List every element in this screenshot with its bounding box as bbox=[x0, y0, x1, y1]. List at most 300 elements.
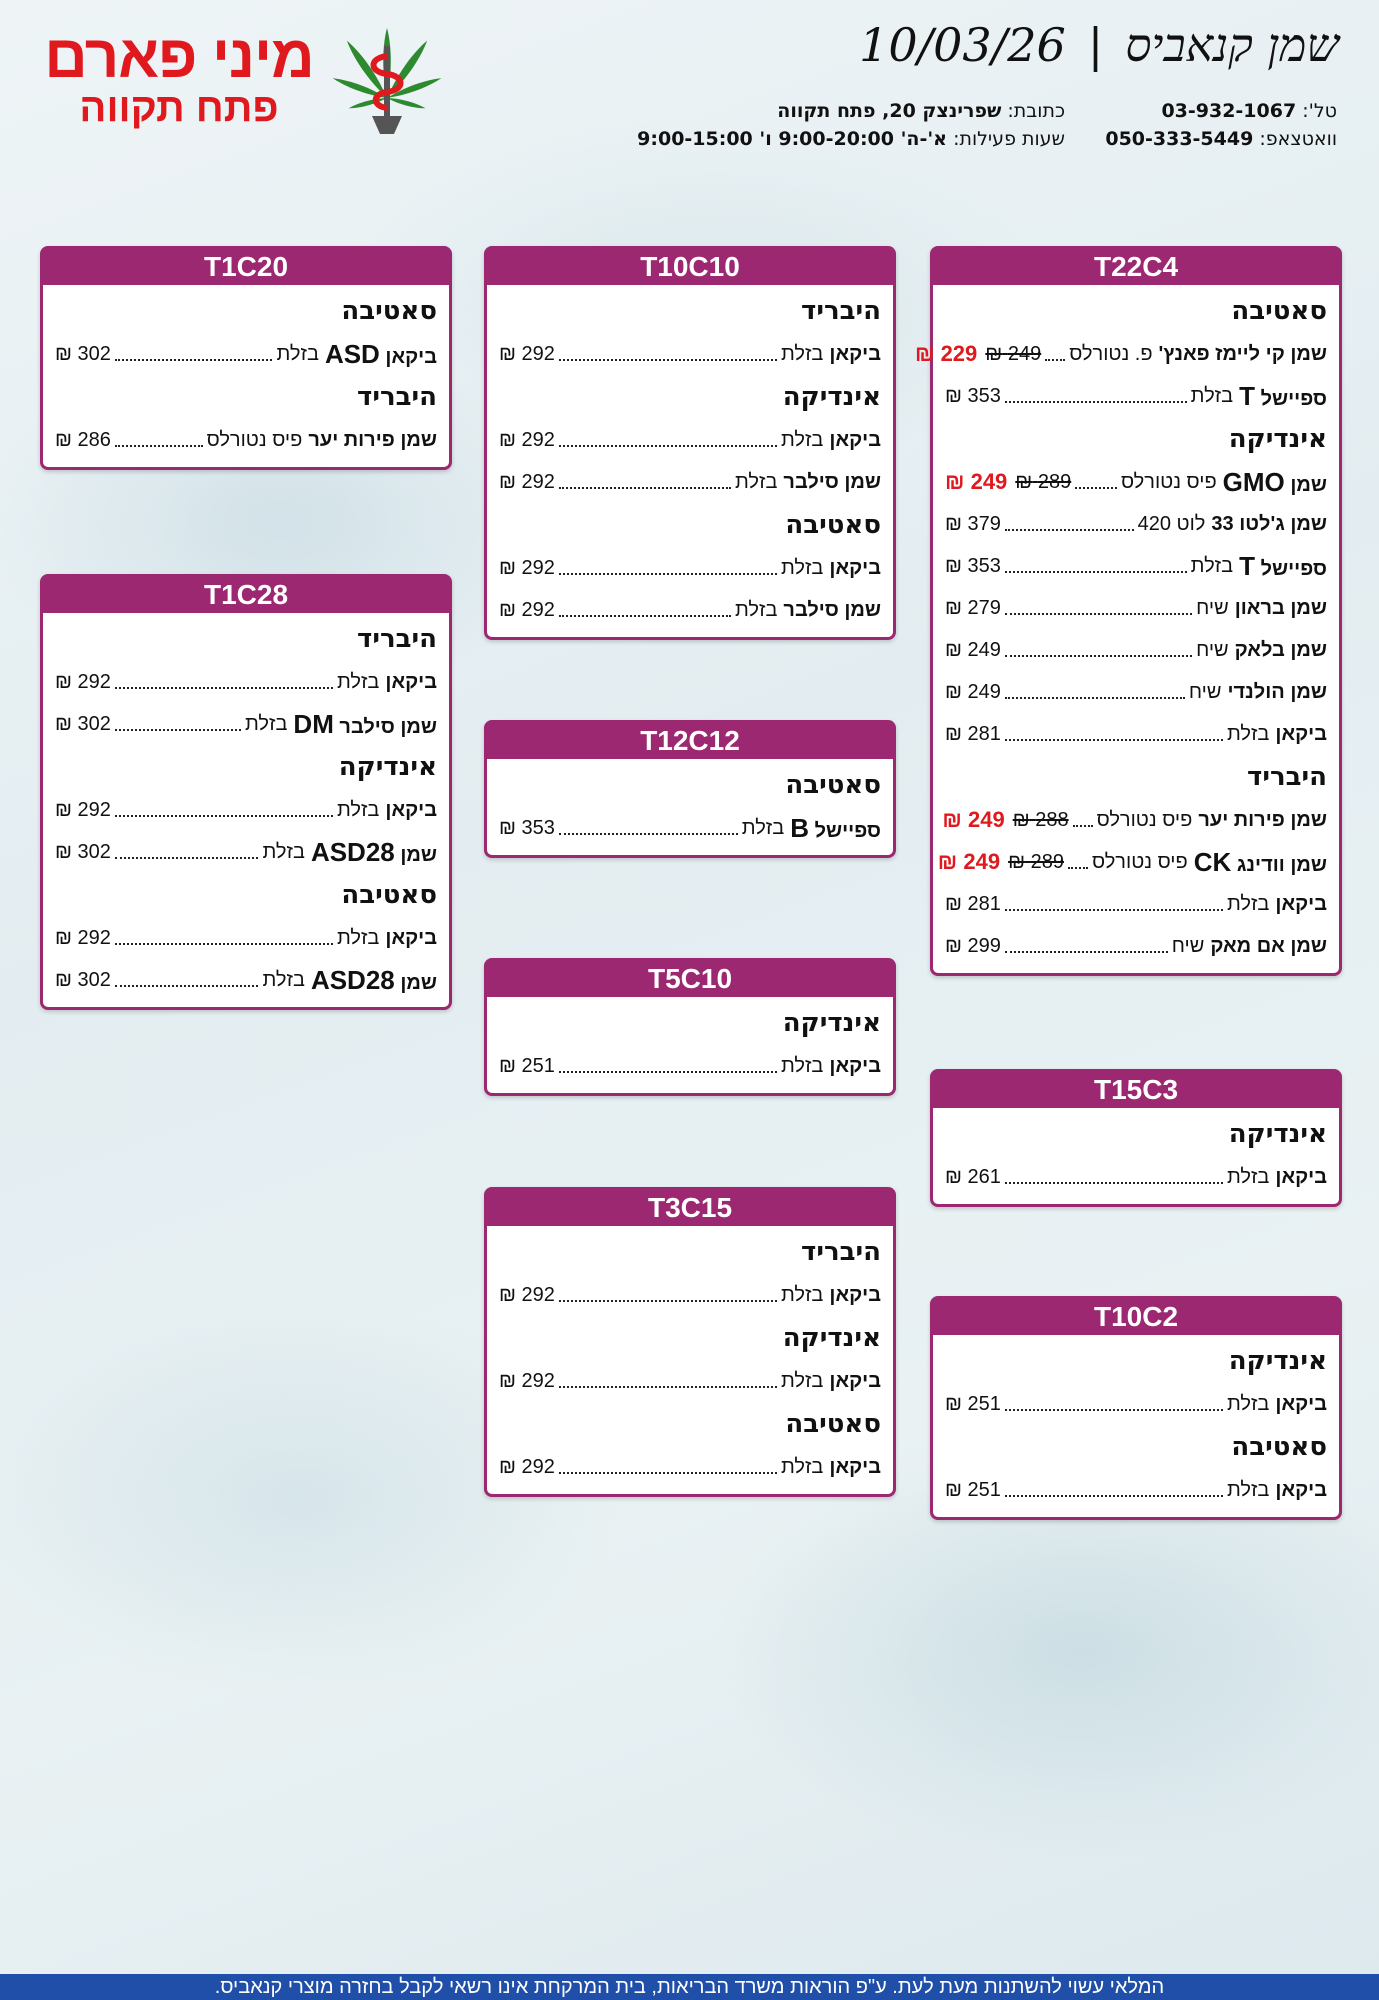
currency-symbol: ₪ bbox=[945, 638, 962, 661]
dot-leader bbox=[115, 943, 333, 945]
price-value: 302 bbox=[77, 342, 111, 365]
old-price-value: 289 bbox=[1030, 850, 1064, 873]
category-heading: אינדיקה bbox=[1228, 1346, 1327, 1376]
currency-symbol: ₪ bbox=[499, 1283, 516, 1306]
product-row bbox=[55, 661, 437, 703]
product-row bbox=[499, 333, 881, 375]
card-header: T15C3 bbox=[933, 1072, 1339, 1108]
sale-price-value: 229 bbox=[940, 341, 978, 366]
product-producer: בזלת bbox=[1226, 722, 1270, 745]
price-value: 261 bbox=[967, 1165, 1001, 1188]
product-row bbox=[499, 461, 881, 503]
price-value: 292 bbox=[521, 1455, 555, 1478]
old-price bbox=[1013, 809, 1069, 832]
dot-leader bbox=[1005, 529, 1134, 531]
price-value: 299 bbox=[967, 934, 1001, 957]
dot-leader bbox=[1005, 951, 1168, 953]
dot-leader bbox=[559, 1472, 777, 1474]
product-name-text: ביקאן bbox=[385, 345, 437, 368]
category-heading: סאטיבה bbox=[341, 880, 437, 910]
currency-symbol: ₪ bbox=[499, 556, 516, 579]
card-body bbox=[43, 613, 449, 1007]
dot-leader bbox=[559, 833, 738, 835]
product-name-text: ביקאן bbox=[1275, 1165, 1327, 1188]
product-row bbox=[55, 917, 437, 959]
dot-leader bbox=[115, 687, 333, 689]
product-producer: בזלת bbox=[276, 342, 319, 365]
currency-symbol: ₪ bbox=[55, 428, 72, 451]
card-t10c10 bbox=[484, 246, 896, 640]
price bbox=[499, 1284, 555, 1307]
footer-disclaimer: המלאי עשוי להשתנות מעת לעת. ע"פ הוראות משרד הבריאות, בית המרקחת אינו רשאי לקבל בחזרה מוצרי קנאביס. bbox=[0, 1974, 1379, 2000]
hours-line bbox=[637, 126, 1065, 153]
category-heading: סאטיבה bbox=[785, 510, 881, 540]
category-heading: היבריד bbox=[801, 296, 881, 326]
product-name-text: ביקאן bbox=[829, 428, 881, 451]
card-body bbox=[43, 285, 449, 467]
product-row bbox=[499, 547, 881, 589]
product-name-text: ביקאן bbox=[1275, 892, 1327, 915]
price-value: 292 bbox=[521, 342, 555, 365]
price bbox=[945, 723, 1001, 746]
price bbox=[55, 799, 111, 822]
price bbox=[55, 969, 111, 992]
logo-sub-text: פתח תקווה bbox=[79, 86, 279, 130]
product-code: ASD28 bbox=[310, 964, 395, 995]
product-name-text: ביקאן bbox=[1275, 1392, 1327, 1415]
card-header: T10C10 bbox=[487, 249, 893, 285]
product-code: T bbox=[1239, 550, 1256, 581]
card-header: T1C28 bbox=[43, 577, 449, 613]
price bbox=[55, 713, 111, 736]
product-code: DM bbox=[293, 708, 334, 739]
product-producer: שיח bbox=[1196, 638, 1229, 661]
product-row bbox=[499, 1446, 881, 1488]
old-price-value: 288 bbox=[1035, 808, 1069, 831]
product-name-text: שמן סילבר bbox=[783, 598, 881, 621]
category-heading: היבריד bbox=[801, 1237, 881, 1267]
price bbox=[945, 1166, 1001, 1189]
product-producer: פיס נטורלס bbox=[1096, 808, 1193, 831]
product-name bbox=[783, 471, 881, 494]
product-row bbox=[945, 713, 1327, 755]
currency-symbol: ₪ bbox=[55, 798, 72, 821]
product-name bbox=[385, 927, 437, 950]
product-name bbox=[1275, 1393, 1327, 1416]
product-producer: בזלת bbox=[1226, 1478, 1270, 1501]
product-row bbox=[945, 503, 1327, 545]
product-name-text: ביקאן bbox=[1275, 722, 1327, 745]
product-row bbox=[55, 333, 437, 375]
price bbox=[945, 513, 1001, 536]
product-name-text: שמן בראון bbox=[1234, 596, 1327, 619]
product-row bbox=[945, 461, 1327, 503]
cannabis-leaf-icon bbox=[324, 26, 450, 136]
sale-price bbox=[945, 469, 1007, 495]
price bbox=[945, 681, 1001, 704]
page-title bbox=[859, 18, 1339, 72]
product-row bbox=[945, 1469, 1327, 1511]
dot-leader bbox=[1005, 655, 1192, 657]
currency-symbol: ₪ bbox=[945, 469, 965, 494]
card-t5c10 bbox=[484, 958, 896, 1096]
dot-leader bbox=[559, 445, 777, 447]
product-name bbox=[1210, 935, 1327, 958]
product-name bbox=[1235, 639, 1327, 662]
currency-symbol: ₪ bbox=[942, 807, 962, 832]
currency-symbol: ₪ bbox=[55, 342, 72, 365]
currency-symbol: ₪ bbox=[945, 680, 962, 703]
card-header: T3C15 bbox=[487, 1190, 893, 1226]
price-value: 292 bbox=[521, 428, 555, 451]
currency-symbol: ₪ bbox=[945, 512, 962, 535]
sale-price bbox=[938, 849, 1000, 875]
product-name-text: שמן ג'לטו 33 bbox=[1211, 512, 1327, 535]
price bbox=[945, 639, 1001, 662]
product-producer: שיח bbox=[1196, 596, 1229, 619]
product-producer: בזלת bbox=[336, 670, 380, 693]
price bbox=[945, 597, 1001, 620]
category-heading: היבריד bbox=[357, 624, 437, 654]
dot-leader bbox=[559, 487, 731, 489]
product-name bbox=[385, 799, 437, 822]
price bbox=[945, 893, 1001, 916]
product-code: CK bbox=[1193, 846, 1232, 877]
product-producer: בזלת bbox=[262, 968, 305, 991]
category-heading: סאטיבה bbox=[341, 296, 437, 326]
currency-symbol: ₪ bbox=[985, 342, 1003, 365]
card-body bbox=[487, 997, 893, 1093]
price bbox=[499, 429, 555, 452]
currency-symbol: ₪ bbox=[499, 428, 516, 451]
price-value: 302 bbox=[77, 968, 111, 991]
product-name bbox=[1198, 809, 1327, 832]
price-value: 281 bbox=[967, 722, 1001, 745]
product-producer: שיח bbox=[1171, 934, 1205, 957]
dot-leader bbox=[115, 985, 259, 987]
product-name-text: ביקאן bbox=[385, 670, 437, 693]
product-name bbox=[1275, 893, 1327, 916]
category-heading: סאטיבה bbox=[1231, 296, 1327, 326]
price-value: 292 bbox=[77, 926, 111, 949]
product-row bbox=[55, 959, 437, 1001]
currency-symbol: ₪ bbox=[945, 892, 962, 915]
price-value: 281 bbox=[967, 892, 1001, 915]
card-t15c3 bbox=[930, 1069, 1342, 1207]
product-name bbox=[1239, 381, 1327, 412]
price-value: 292 bbox=[77, 670, 111, 693]
price bbox=[945, 1393, 1001, 1416]
product-row bbox=[945, 375, 1327, 417]
price-value: 353 bbox=[967, 384, 1001, 407]
product-name bbox=[1159, 343, 1327, 366]
price-value: 249 bbox=[967, 680, 1001, 703]
price-value: 251 bbox=[967, 1392, 1001, 1415]
dot-leader bbox=[559, 1071, 777, 1073]
product-name-text: שמן אם מאק bbox=[1210, 934, 1327, 957]
currency-symbol: ₪ bbox=[914, 341, 935, 366]
dot-leader bbox=[1005, 613, 1192, 615]
product-producer: בזלת bbox=[1226, 1392, 1270, 1415]
old-price bbox=[1015, 471, 1071, 494]
card-t1c28 bbox=[40, 574, 452, 1010]
dot-leader bbox=[115, 729, 241, 731]
product-producer: בזלת bbox=[780, 342, 824, 365]
product-name-text: שמן קי ליימז פאנץ' bbox=[1158, 342, 1327, 365]
product-name bbox=[1227, 681, 1327, 704]
currency-symbol: ₪ bbox=[945, 1392, 962, 1415]
card-body bbox=[487, 285, 893, 637]
product-name-text: ביקאן bbox=[829, 1283, 881, 1306]
product-producer: בזלת bbox=[741, 816, 785, 839]
price-value: 292 bbox=[521, 598, 555, 621]
product-name-text: שמן bbox=[400, 971, 437, 994]
price-value: 279 bbox=[967, 596, 1001, 619]
price-value: 379 bbox=[967, 512, 1001, 535]
currency-symbol: ₪ bbox=[499, 816, 516, 839]
price-value: 286 bbox=[77, 428, 111, 451]
card-t3c15 bbox=[484, 1187, 896, 1497]
hours-label: שעות פעילות: bbox=[953, 128, 1065, 150]
hours-value: א'-ה' 9:00-20:00 ו' 9:00-15:00 bbox=[637, 128, 948, 150]
product-code: B bbox=[790, 812, 810, 843]
phone-label: טל': bbox=[1302, 100, 1337, 122]
category-heading: אינדיקה bbox=[782, 1323, 881, 1353]
product-producer: בזלת bbox=[262, 840, 305, 863]
sale-price-value: 249 bbox=[970, 469, 1008, 494]
currency-symbol: ₪ bbox=[937, 849, 958, 874]
product-producer: בזלת bbox=[734, 598, 778, 621]
product-producer: בזלת bbox=[336, 798, 380, 821]
whatsapp-label: וואטצאפ: bbox=[1259, 128, 1337, 150]
category-heading: סאטיבה bbox=[785, 770, 881, 800]
category-heading: אינדיקה bbox=[782, 1008, 881, 1038]
currency-symbol: ₪ bbox=[1015, 470, 1033, 493]
dot-leader bbox=[115, 815, 333, 817]
card-t12c12 bbox=[484, 720, 896, 858]
currency-symbol: ₪ bbox=[55, 670, 72, 693]
price-value: 292 bbox=[521, 556, 555, 579]
product-name bbox=[311, 837, 437, 868]
card-header: T12C12 bbox=[487, 723, 893, 759]
sale-price bbox=[942, 807, 1004, 833]
category-heading: אינדיקה bbox=[1228, 1119, 1327, 1149]
old-price bbox=[985, 343, 1041, 366]
price bbox=[945, 385, 1001, 408]
price-value: 353 bbox=[967, 554, 1001, 577]
price bbox=[945, 935, 1001, 958]
product-row bbox=[937, 841, 1327, 883]
product-producer: פיס נטורלס bbox=[1120, 470, 1217, 493]
price-value: 353 bbox=[521, 816, 555, 839]
title-text: שמן קנאביס bbox=[1125, 18, 1339, 72]
logo bbox=[44, 23, 464, 136]
product-row bbox=[55, 419, 437, 461]
whatsapp-line bbox=[1105, 126, 1337, 153]
price-value: 292 bbox=[521, 470, 555, 493]
product-name bbox=[829, 1370, 881, 1393]
product-producer: פיס נטורלס bbox=[1092, 850, 1188, 873]
card-body bbox=[487, 1226, 893, 1494]
product-name bbox=[1223, 467, 1327, 498]
product-code: ASD bbox=[324, 338, 380, 369]
product-producer: בזלת bbox=[780, 556, 824, 579]
currency-symbol: ₪ bbox=[55, 840, 72, 863]
product-name-text: שמן הולנדי bbox=[1227, 680, 1327, 703]
product-name bbox=[1239, 551, 1327, 582]
price bbox=[499, 817, 555, 840]
currency-symbol: ₪ bbox=[945, 1478, 962, 1501]
dot-leader bbox=[1005, 1495, 1223, 1497]
title-separator: | bbox=[1087, 18, 1104, 72]
price bbox=[499, 1456, 555, 1479]
price bbox=[945, 555, 1001, 578]
currency-symbol: ₪ bbox=[55, 968, 72, 991]
product-name-text: ביקאן bbox=[829, 1455, 881, 1478]
price bbox=[499, 557, 555, 580]
product-code: ASD28 bbox=[310, 836, 395, 867]
product-producer: בזלת bbox=[780, 1283, 824, 1306]
product-row bbox=[945, 587, 1327, 629]
currency-symbol: ₪ bbox=[499, 1455, 516, 1478]
product-row bbox=[499, 1045, 881, 1087]
currency-symbol: ₪ bbox=[1012, 808, 1030, 831]
product-producer: בזלת bbox=[780, 1054, 824, 1077]
dot-leader bbox=[115, 359, 273, 361]
dot-leader bbox=[115, 857, 259, 859]
category-heading: אינדיקה bbox=[1228, 424, 1327, 454]
dot-leader bbox=[1045, 359, 1065, 361]
price bbox=[55, 927, 111, 950]
product-row bbox=[499, 419, 881, 461]
product-name bbox=[829, 429, 881, 452]
product-producer: שיח bbox=[1188, 680, 1222, 703]
currency-symbol: ₪ bbox=[499, 470, 516, 493]
old-price bbox=[1008, 851, 1064, 874]
product-name bbox=[293, 709, 437, 740]
product-producer: בזלת bbox=[1190, 384, 1234, 407]
product-producer: בזלת bbox=[734, 470, 778, 493]
price-value: 251 bbox=[521, 1054, 555, 1077]
logo-main-text: מיני פארם bbox=[44, 23, 314, 90]
product-name-text: שמן וודינג bbox=[1236, 853, 1327, 876]
product-name bbox=[1235, 597, 1327, 620]
currency-symbol: ₪ bbox=[945, 934, 962, 957]
sale-price-value: 249 bbox=[963, 849, 1001, 874]
currency-symbol: ₪ bbox=[945, 384, 962, 407]
price-value: 302 bbox=[77, 712, 111, 735]
product-name bbox=[325, 339, 437, 370]
product-row bbox=[499, 1274, 881, 1316]
product-name-text: שמן פירות יער bbox=[1198, 808, 1327, 831]
old-price-value: 289 bbox=[1037, 470, 1072, 493]
dot-leader bbox=[1068, 867, 1088, 869]
product-row bbox=[942, 799, 1327, 841]
product-name-text: ספיישל bbox=[1260, 387, 1327, 410]
card-t1c20 bbox=[40, 246, 452, 470]
product-producer: פיס נטורלס bbox=[206, 428, 303, 451]
card-t10c2 bbox=[930, 1296, 1342, 1520]
card-header: T1C20 bbox=[43, 249, 449, 285]
card-header: T22C4 bbox=[933, 249, 1339, 285]
price bbox=[499, 471, 555, 494]
product-row bbox=[945, 925, 1327, 967]
category-heading: אינדיקה bbox=[338, 752, 437, 782]
price bbox=[55, 841, 111, 864]
dot-leader bbox=[559, 1386, 777, 1388]
product-producer: בזלת bbox=[1226, 892, 1270, 915]
dot-leader bbox=[1075, 487, 1117, 489]
product-producer: בזלת bbox=[780, 428, 824, 451]
price bbox=[55, 671, 111, 694]
product-code: T bbox=[1239, 380, 1256, 411]
product-row bbox=[499, 1360, 881, 1402]
logo-text bbox=[44, 23, 314, 130]
currency-symbol: ₪ bbox=[499, 1054, 516, 1077]
currency-symbol: ₪ bbox=[945, 722, 962, 745]
product-name-text: ביקאן bbox=[385, 798, 437, 821]
product-row bbox=[499, 589, 881, 631]
currency-symbol: ₪ bbox=[1008, 850, 1026, 873]
product-name bbox=[829, 1284, 881, 1307]
currency-symbol: ₪ bbox=[499, 342, 516, 365]
card-t22c4 bbox=[914, 246, 1342, 976]
dot-leader bbox=[1005, 739, 1223, 741]
product-name-text: ביקאן bbox=[385, 926, 437, 949]
price-value: 251 bbox=[967, 1478, 1001, 1501]
product-producer: בזלת bbox=[244, 712, 288, 735]
currency-symbol: ₪ bbox=[499, 1369, 516, 1392]
card-header: T5C10 bbox=[487, 961, 893, 997]
sale-price bbox=[915, 341, 977, 367]
category-heading: סאטיבה bbox=[1231, 1432, 1327, 1462]
price-value: 292 bbox=[77, 798, 111, 821]
product-name-text: ביקאן bbox=[829, 556, 881, 579]
card-body bbox=[487, 759, 893, 855]
product-row bbox=[945, 671, 1327, 713]
product-name-text: ביקאן bbox=[829, 1369, 881, 1392]
product-producer: בזלת bbox=[780, 1369, 824, 1392]
dot-leader bbox=[1005, 697, 1185, 699]
price bbox=[945, 1479, 1001, 1502]
category-heading: אינדיקה bbox=[782, 382, 881, 412]
dot-leader bbox=[559, 573, 777, 575]
product-code: GMO bbox=[1222, 466, 1285, 497]
product-row bbox=[914, 333, 1327, 375]
old-price-value: 249 bbox=[1007, 342, 1042, 365]
product-row bbox=[55, 831, 437, 873]
currency-symbol: ₪ bbox=[945, 1165, 962, 1188]
product-name-text: ביקאן bbox=[1275, 1478, 1327, 1501]
product-name-text: ביקאן bbox=[829, 1054, 881, 1077]
product-name bbox=[1275, 1166, 1327, 1189]
phone-line bbox=[1161, 98, 1337, 125]
currency-symbol: ₪ bbox=[945, 554, 962, 577]
product-name bbox=[1275, 723, 1327, 746]
dot-leader bbox=[1005, 571, 1187, 573]
dot-leader bbox=[1005, 909, 1223, 911]
product-name bbox=[1194, 847, 1327, 878]
product-producer: בזלת bbox=[336, 926, 380, 949]
currency-symbol: ₪ bbox=[55, 926, 72, 949]
card-body bbox=[933, 1335, 1339, 1517]
address-label: כתובת: bbox=[1007, 100, 1065, 122]
product-producer: בזלת bbox=[780, 1455, 824, 1478]
price-value: 302 bbox=[77, 840, 111, 863]
product-row bbox=[945, 1383, 1327, 1425]
currency-symbol: ₪ bbox=[499, 598, 516, 621]
currency-symbol: ₪ bbox=[945, 596, 962, 619]
